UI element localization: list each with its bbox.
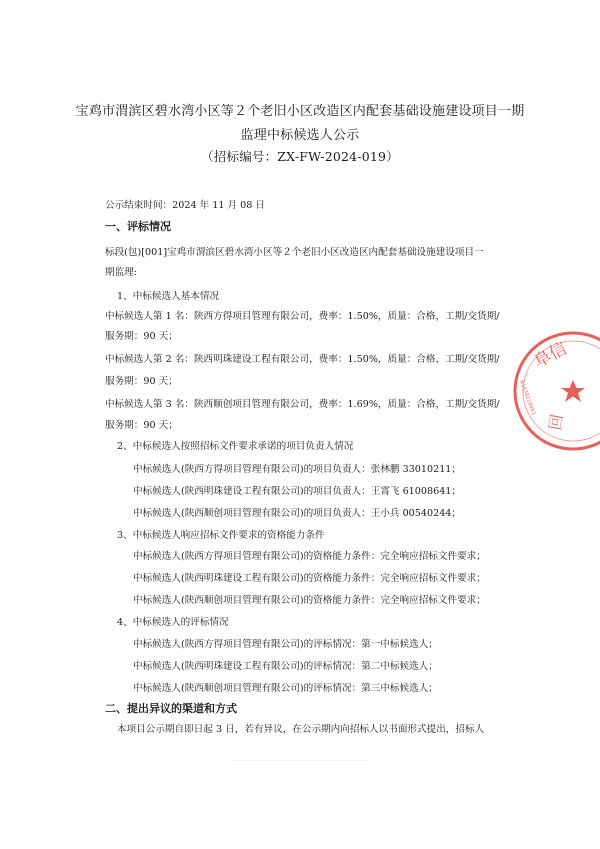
lot-description-line1: 标段(包)[001]宝鸡市渭滨区碧水湾小区等２个老旧小区改造区内配套基础设施建设项目一 bbox=[105, 247, 484, 258]
page-mark bbox=[230, 760, 370, 761]
candidate-3-line1: 中标候选人第 3 名：陕西顺创项目管理有限公司，费率：1.69%，质量：合格，工期/交货期/ bbox=[105, 399, 500, 410]
candidate-1-line2: 服务期：90 天； bbox=[105, 331, 178, 342]
announcement-end-time: 公示结束时间：2024 年 11 月 08 日 bbox=[105, 200, 266, 211]
evaluation-result-item: 中标候选人(陕西方得项目管理有限公司)的评标情况：第一中标候选人； bbox=[133, 639, 438, 650]
evaluation-result-item: 中标候选人(陕西顺创项目管理有限公司)的评标情况：第三中标候选人； bbox=[133, 683, 438, 694]
section-heading-objection: 二、提出异议的渠道和方式 bbox=[105, 702, 237, 715]
subsection-heading-evaluation-result: 4、中标候选人的评标情况 bbox=[117, 617, 229, 628]
subsection-heading-basic-info: 1、中标候选人基本情况 bbox=[117, 291, 220, 302]
candidate-2-line1: 中标候选人第 2 名：陕西明珠建设工程有限公司，费率：1.50%，质量：合格，工期/交货期/ bbox=[105, 354, 500, 365]
lot-description-line2: 期监理: bbox=[105, 267, 138, 278]
section-heading-evaluation: 一、评标情况 bbox=[105, 220, 171, 233]
qualification-item: 中标候选人(陕西方得项目管理有限公司)的资格能力条件：完全响应招标文件要求； bbox=[133, 551, 486, 562]
evaluation-result-item: 中标候选人(陕西明珠建设工程有限公司)的评标情况：第二中标候选人； bbox=[133, 661, 438, 672]
seal-serial: 61030210001 bbox=[518, 379, 537, 416]
project-lead-item: 中标候选人(陕西明珠建设工程有限公司)的项目负责人：王霄飞 61008641； bbox=[133, 486, 461, 497]
candidate-1-line1: 中标候选人第 1 名：陕西方得项目管理有限公司，费率：1.50%，质量：合格，工期/交货期/ bbox=[105, 311, 500, 322]
document-title-line2: 监理中标候选人公示 bbox=[240, 128, 360, 143]
document-title-line1: 宝鸡市渭滨区碧水湾小区等２个老旧小区改造区内配套基础设施建设项目一期 bbox=[75, 104, 525, 119]
seal-text-top: 阜信 bbox=[530, 338, 571, 373]
objection-text: 本项目公示期自即日起 3 日，若有异议，在公示期内向招标人以书面形式提出，招标人 bbox=[117, 724, 485, 735]
project-lead-item: 中标候选人(陕西方得项目管理有限公司)的项目负责人：张林鹏 33010211； bbox=[133, 464, 461, 475]
qualification-item: 中标候选人(陕西明珠建设工程有限公司)的资格能力条件：完全响应招标文件要求； bbox=[133, 573, 486, 584]
project-lead-item: 中标候选人(陕西顺创项目管理有限公司)的项目负责人：王小兵 00540244； bbox=[133, 508, 461, 519]
candidate-2-line2: 服务期：90 天； bbox=[105, 376, 178, 387]
subsection-heading-qualification: 3、中标候选人响应招标文件要求的资格能力条件 bbox=[117, 530, 325, 541]
official-seal-icon bbox=[508, 326, 600, 456]
seal-text-side: 回 bbox=[545, 412, 567, 432]
qualification-item: 中标候选人(陕西顺创项目管理有限公司)的资格能力条件：完全响应招标文件要求； bbox=[133, 595, 486, 606]
subsection-heading-project-lead: 2、中标候选人按照招标文件要求承诺的项目负责人情况 bbox=[117, 441, 354, 452]
candidate-3-line2: 服务期：90 天； bbox=[105, 420, 178, 431]
seal-star-icon bbox=[561, 380, 585, 402]
tender-number: （招标编号：ZX-FW-2024-019） bbox=[201, 149, 399, 164]
